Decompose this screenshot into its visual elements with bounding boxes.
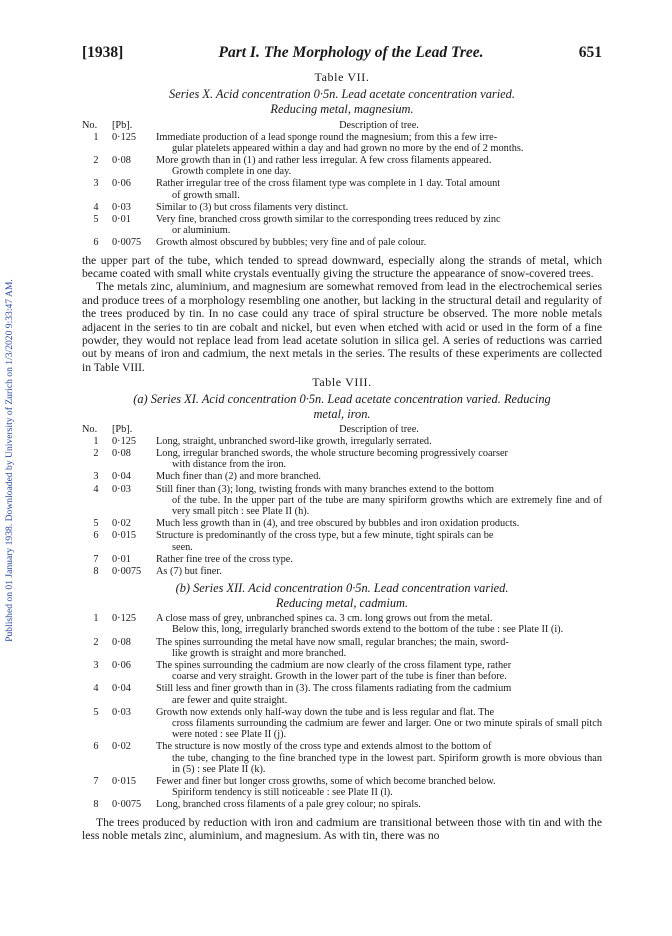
table7-header	[82, 120, 602, 132]
row-pb-concentration: 0·0075	[112, 237, 142, 249]
row-pb-concentration: 0·0075	[112, 799, 142, 811]
row-pb-concentration: 0·0075	[112, 565, 142, 577]
row-description	[156, 554, 602, 565]
description-text: As (7) but finer.	[156, 565, 222, 577]
table8-series-b-line1: (b) Series XII. Acid concentration 0·5n. Lead concentration varied.	[175, 581, 509, 596]
row-description	[156, 237, 602, 248]
row-description	[156, 155, 602, 177]
row-description	[156, 776, 602, 798]
table-row	[82, 707, 602, 741]
row-number: 3	[93, 659, 99, 671]
row-number: 5	[93, 518, 99, 530]
description-text: Long, irregular branched swords, the whole structure becoming progressively coarser	[156, 447, 508, 459]
row-number: 7	[93, 775, 99, 787]
table7-series-line1: Series X. Acid concentration 0·5n. Lead acetate concentration varied.	[169, 87, 515, 101]
description-text: Structure is predominantly of the cross type, but a few minute, tight spirals can be	[156, 530, 494, 542]
row-pb-concentration: 0·06	[112, 178, 131, 190]
description-text: The spines surrounding the metal have now small, regular branches; the main, sword-	[156, 636, 509, 648]
table-row	[82, 741, 602, 775]
paragraph: the upper part of the tube, which tended to spread downward, especially along the strands of metal, which became coated with small white crystals eventually giving the structure the appearance of snow-covered trees.	[82, 253, 602, 280]
col-pb-header: [Pb].	[112, 120, 133, 131]
description-text: Immediate production of a lead sponge round the magnesium; from this a few irre-	[156, 131, 498, 143]
description-continuation: coarse and very straight. Growth in the lower part of the tube is finer than before.	[172, 671, 507, 683]
description-continuation: are fewer and quite straight.	[172, 694, 288, 706]
table8-header	[82, 424, 602, 436]
description-continuation: or aluminium.	[172, 225, 231, 237]
row-number: 5	[93, 213, 99, 225]
row-pb-concentration: 0·04	[112, 683, 131, 695]
col-desc-header: Description of tree.	[339, 120, 419, 131]
row-number: 1	[93, 613, 99, 625]
description-continuation: cross filaments surrounding the cadmium are fewer and larger. One or two minute spirals of small pitch were noted : see Plate II (j).	[172, 717, 602, 741]
row-number: 2	[93, 636, 99, 648]
row-description	[156, 799, 602, 810]
description-text: Similar to (3) but cross filaments very distinct.	[156, 201, 349, 213]
row-pb-concentration: 0·02	[112, 741, 131, 753]
table7-caption: Table VII.	[314, 70, 370, 84]
row-number: 3	[93, 178, 99, 190]
table8b	[82, 613, 602, 810]
table-row	[82, 530, 602, 552]
table-row	[82, 155, 602, 177]
download-watermark	[0, 150, 18, 770]
row-description	[156, 566, 602, 577]
row-number: 4	[93, 483, 99, 495]
row-pb-concentration: 0·03	[112, 483, 131, 495]
table-row	[82, 471, 602, 482]
description-text: The spines surrounding the cadmium are now clearly of the cross filament type, rather	[156, 659, 512, 671]
description-text: A close mass of grey, unbranched spines ca. 3 cm. long grows out from the metal.	[156, 613, 493, 625]
description-text: Rather irregular tree of the cross filament type was complete in 1 day. Total amount	[156, 178, 501, 190]
description-text: Long, straight, unbranched sword-like growth, irregularly serrated.	[156, 435, 432, 447]
table-row	[82, 237, 602, 248]
running-header	[82, 44, 602, 66]
body-text-1	[82, 254, 602, 375]
row-pb-concentration: 0·06	[112, 659, 131, 671]
row-pb-concentration: 0·125	[112, 435, 137, 447]
description-text: Rather fine tree of the cross type.	[156, 553, 293, 565]
table-row	[82, 637, 602, 659]
header-title: Part I. The Morphology of the Lead Tree.	[218, 44, 484, 61]
description-text: Growth now extends only half-way down the tube and is less regular and flat. The	[156, 706, 495, 718]
row-number: 4	[93, 201, 99, 213]
row-number: 1	[93, 131, 99, 143]
row-number: 7	[93, 553, 99, 565]
download-note: Published on 01 January 1938. Downloaded by University of Zurich on 1/3/2020 9:33:47 AM.	[3, 278, 15, 642]
row-number: 6	[93, 741, 99, 753]
row-description	[156, 132, 602, 154]
description-text: Much less growth than in (4), and tree obscured by bubbles and iron oxidation products.	[156, 518, 520, 530]
description-continuation: seen.	[172, 541, 193, 553]
col-pb-header: [Pb].	[112, 424, 133, 436]
row-number: 8	[93, 799, 99, 811]
row-number: 4	[93, 683, 99, 695]
row-number: 6	[93, 237, 99, 249]
table8-series-b-line2: Reducing metal, cadmium.	[275, 595, 409, 610]
row-description	[156, 202, 602, 213]
table8-series-a-line1: (a) Series XI. Acid concentration 0·5n. Lead acetate concentration varied. Reducing	[133, 392, 551, 407]
row-description	[156, 471, 602, 482]
row-number: 2	[93, 447, 99, 459]
row-description	[156, 530, 602, 552]
row-pb-concentration: 0·01	[112, 553, 131, 565]
row-number: 1	[93, 435, 99, 447]
table7-series-line2: Reducing metal, magnesium.	[270, 101, 414, 116]
row-number: 2	[93, 154, 99, 166]
description-continuation: the tube, changing to the fine branched type in the lowest part. Spiriform growth is more obvious than in (5) : see Plate II (k).	[172, 752, 602, 775]
row-pb-concentration: 0·08	[112, 154, 131, 166]
row-number: 6	[93, 530, 99, 542]
row-pb-concentration: 0·03	[112, 201, 131, 213]
table8-caption: Table VIII.	[312, 375, 372, 390]
row-description	[156, 613, 602, 635]
row-pb-concentration: 0·04	[112, 471, 131, 483]
row-pb-concentration: 0·125	[112, 131, 137, 143]
description-continuation: of the tube. In the upper part of the tube are many spiriform growths which are extremely fine and of very small pitch : see Plate II (h).	[172, 494, 602, 517]
table-row	[82, 484, 602, 518]
table-row	[82, 202, 602, 213]
table-row	[82, 214, 602, 236]
row-pb-concentration: 0·03	[112, 706, 131, 718]
description-text: Still less and finer growth than in (3). The cross filaments radiating from the cadmium	[156, 683, 512, 695]
description-text: More growth than in (1) and rather less irregular. A few cross filaments appeared.	[156, 154, 492, 166]
description-continuation: Spiriform tendency is still noticeable : see Plate II (l).	[172, 787, 393, 799]
table-row	[82, 554, 602, 565]
row-pb-concentration: 0·08	[112, 636, 131, 648]
row-number: 5	[93, 706, 99, 718]
header-year: [1938]	[82, 44, 124, 61]
table-row	[82, 683, 602, 705]
description-text: Still finer than (3); long, twisting fronds with many branches extend to the bottom	[156, 483, 495, 495]
table-row	[82, 660, 602, 682]
row-description	[156, 660, 602, 682]
description-continuation: like growth is straight and more branched.	[172, 647, 347, 659]
description-continuation: with distance from the iron.	[172, 459, 287, 471]
row-description	[156, 436, 602, 447]
table7	[82, 120, 602, 249]
table-row	[82, 566, 602, 577]
table-row	[82, 436, 602, 447]
table-row	[82, 178, 602, 200]
description-continuation: Below this, long, irregularly branched swords extend to the bottom of the tube : see Plate II (i).	[172, 624, 564, 636]
row-pb-concentration: 0·01	[112, 213, 131, 225]
row-description	[156, 518, 602, 529]
body-text-2	[82, 816, 602, 843]
description-text: Very fine, branched cross growth similar to the corresponding trees reduced by zinc	[156, 213, 501, 225]
header-page-number: 651	[578, 44, 602, 61]
row-pb-concentration: 0·015	[112, 775, 137, 787]
row-pb-concentration: 0·08	[112, 447, 131, 459]
table8-series-a-line2: metal, iron.	[313, 406, 371, 421]
row-description	[156, 214, 602, 236]
row-description	[156, 448, 602, 470]
description-text: Much finer than (2) and more branched.	[156, 471, 321, 483]
row-number: 3	[93, 471, 99, 483]
paragraph: The trees produced by reduction with iron and cadmium are transitional between those with tin and with the less noble metals zinc, aluminium, and magnesium. As with tin, there was no	[82, 815, 602, 842]
row-pb-concentration: 0·125	[112, 613, 137, 625]
description-continuation: gular platelets appeared within a day and had grown no more by the end of 2 months.	[172, 142, 524, 154]
page	[82, 44, 602, 842]
description-text: Fewer and finer but longer cross growths, some of which become branched below.	[156, 775, 496, 787]
description-continuation: Growth complete in one day.	[172, 166, 292, 178]
description-text: Growth almost obscured by bubbles; very fine and of pale colour.	[156, 237, 427, 249]
col-desc-header: Description of tree.	[339, 424, 419, 436]
description-text: Long, branched cross filaments of a pale grey colour; no spirals.	[156, 799, 421, 811]
row-pb-concentration: 0·015	[112, 530, 137, 542]
table-row	[82, 448, 602, 470]
table-row	[82, 518, 602, 529]
row-description	[156, 484, 602, 518]
row-pb-concentration: 0·02	[112, 518, 131, 530]
description-continuation: of growth small.	[172, 189, 240, 201]
row-number: 8	[93, 565, 99, 577]
row-description	[156, 741, 602, 775]
paragraph: The metals zinc, aluminium, and magnesium are somewhat removed from lead in the electrochemical series and produce trees of a morphology resembling one another, but lacking in the structural detail and regularity of the trees produced by tin. In no case could any trace of spiral structure be observed. The more noble metals adjacent in the series to tin are cobalt and nickel, but even when etched with acid or used in the form of a fine powder, they would not replace lead from lead acetate solution in silica gel. A series of reductions was carried out by means of iron and cadmium, the next metals in the series. The results of these experiments are collected in Table VIII.	[82, 280, 602, 374]
row-description	[156, 707, 602, 741]
table-row	[82, 799, 602, 810]
col-no-header: No.	[82, 424, 98, 436]
row-description	[156, 637, 602, 659]
table-row	[82, 132, 602, 154]
description-text: The structure is now mostly of the cross type and extends almost to the bottom of	[156, 741, 492, 753]
row-description	[156, 178, 602, 200]
table-row	[82, 613, 602, 635]
table-row	[82, 776, 602, 798]
row-description	[156, 683, 602, 705]
col-no-header: No.	[82, 120, 98, 131]
table8a	[82, 424, 602, 577]
